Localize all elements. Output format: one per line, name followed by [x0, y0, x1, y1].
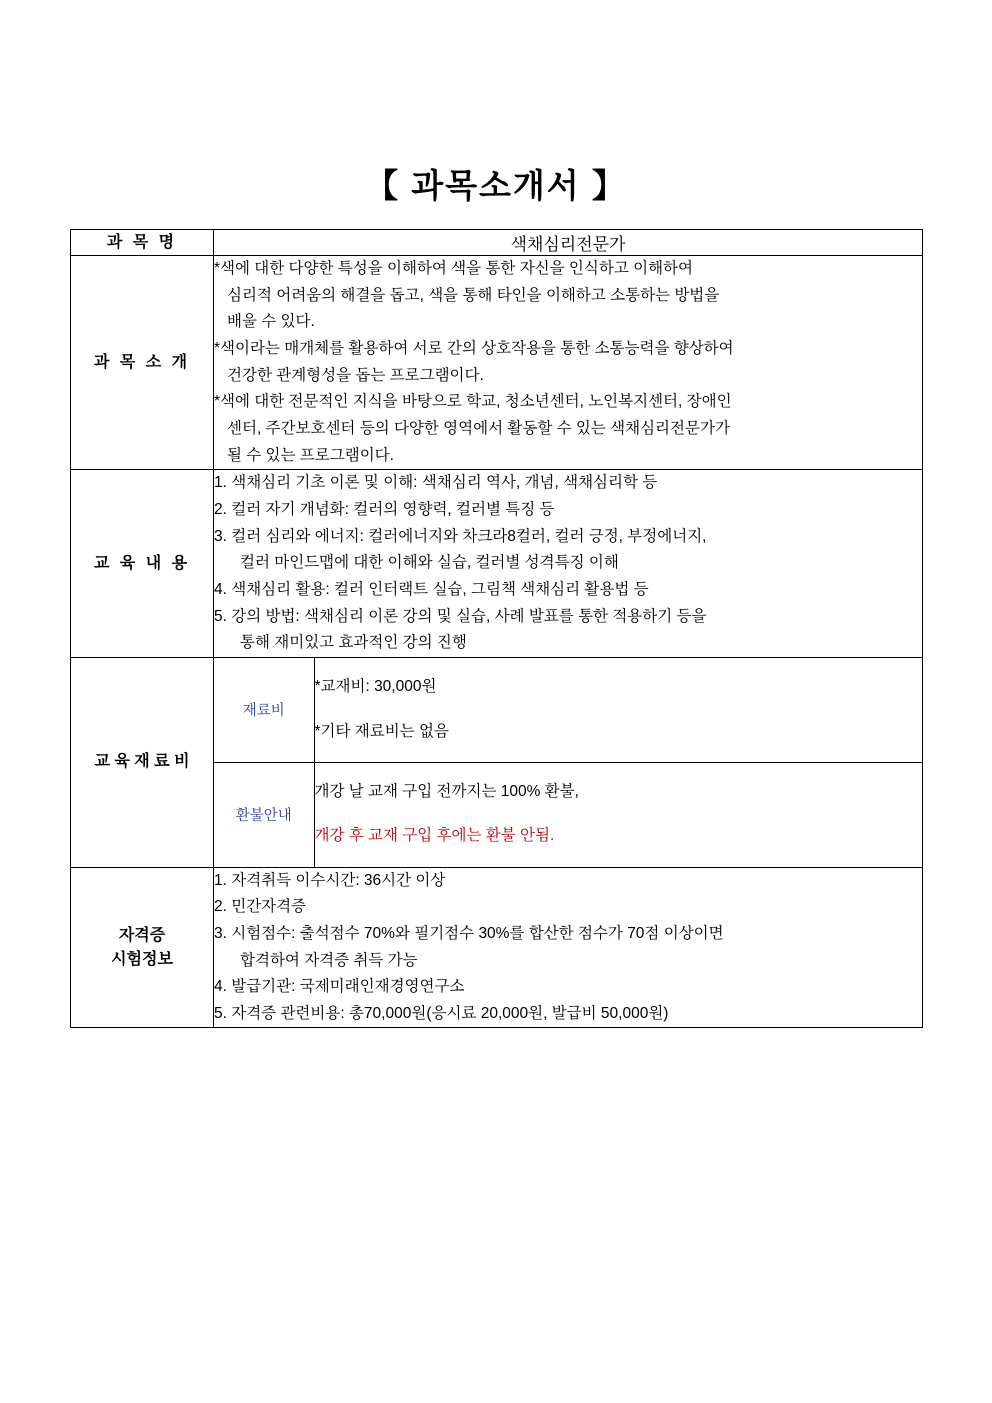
row-value-education-content: [214, 470, 923, 658]
intro-line-8: 될 수 있는 프로그램이다.: [227, 446, 394, 464]
table-row-material-fee: [71, 657, 923, 867]
material-cost-line-2: *기타 재료비는 없음: [314, 722, 449, 740]
certificate-line-5: 4. 발급기관: 국제미래인재경영연구소: [214, 978, 465, 996]
education-line-2: 2. 컬러 자기 개념화: 컬러의 영향력, 컬러별 특징 등: [214, 500, 555, 518]
material-cost-line-1: *교재비: 30,000원: [314, 678, 437, 696]
refund-info-row: [214, 762, 922, 866]
certificate-label-line-2: 시험정보: [111, 950, 173, 968]
intro-line-1: *색에 대한 다양한 특성을 이해하여 색을 통한 자신을 인식하고 이해하여: [214, 260, 694, 277]
subject-intro-table: [70, 229, 923, 1028]
certificate-line-6: 5. 자격증 관련비용: 총70,000원(응시료 20,000원, 발급비 50,000원): [214, 1004, 669, 1022]
row-label-education-content: 교 육 내 용: [71, 470, 214, 658]
intro-line-7: 센터, 주간보호센터 등의 다양한 영역에서 활동할 수 있는 색채심리전문가가: [227, 419, 730, 437]
material-fee-row: [214, 658, 922, 762]
education-line-1: 1. 색채심리 기초 이론 및 이해: 색채심리 역사, 개념, 색채심리학 등: [214, 474, 658, 492]
row-label-material-fee: 교 육 재 료 비: [71, 657, 214, 867]
sub-label-refund-info: 환불안내: [214, 762, 314, 866]
table-row-certificate-info: [71, 867, 923, 1028]
certificate-line-4: 합격하여 자격증 취득 가능: [240, 951, 418, 969]
row-value-certificate-info: [214, 867, 923, 1028]
certificate-line-1: 1. 자격취득 이수시간: 36시간 이상: [214, 871, 446, 889]
row-value-subject-name: 색채심리전문가: [214, 230, 923, 256]
row-label-subject-intro: 과 목 소 개: [71, 256, 214, 470]
education-line-6: 5. 강의 방법: 색채심리 이론 강의 및 실습, 사례 발표를 통한 적용하기 등을: [214, 607, 707, 625]
intro-line-5: 건강한 관계형성을 돕는 프로그램이다.: [227, 366, 484, 384]
material-cost-details: [314, 658, 922, 762]
table-row-subject-intro: [71, 256, 923, 470]
row-value-material-fee: [214, 657, 923, 867]
certificate-label-line-1: 자격증: [118, 926, 166, 944]
intro-line-3: 배울 수 있다.: [227, 313, 315, 331]
certificate-line-3: 3. 시험점수: 출석점수 70%와 필기점수 30%를 합산한 점수가 70점 이상이면: [214, 924, 724, 942]
refund-line-2: 개강 후 교재 구입 후에는 환불 안됨.: [314, 827, 555, 845]
intro-line-6: *색에 대한 전문적인 지식을 바탕으로 학교, 청소년센터, 노인복지센터, 장애인: [214, 393, 732, 411]
education-line-3: 3. 컬러 심리와 에너지: 컬러에너지와 차크라8컬러, 컬러 긍정, 부정에너지,: [214, 527, 707, 545]
education-line-7: 통해 재미있고 효과적인 강의 진행: [240, 634, 467, 652]
refund-info-details: [314, 762, 922, 866]
refund-line-1: 개강 날 교재 구입 전까지는 100% 환불,: [314, 783, 579, 801]
material-fee-inner-table: [214, 658, 922, 867]
intro-line-4: *색이라는 매개체를 활용하여 서로 간의 상호작용을 통한 소통능력을 향상하여: [214, 339, 734, 357]
table-row-education-content: [71, 470, 923, 658]
intro-line-2: 심리적 어려움의 해결을 돕고, 색을 통해 타인을 이해하고 소통하는 방법을: [227, 286, 720, 304]
row-value-subject-intro: [214, 256, 923, 470]
education-line-4: 컬러 마인드맵에 대한 이해와 실습, 컬러별 성격특징 이해: [240, 554, 619, 572]
row-label-subject-name: 과 목 명: [71, 230, 214, 256]
certificate-line-2: 2. 민간자격증: [214, 898, 307, 916]
education-line-5: 4. 색채심리 활용: 컬러 인터랙트 실습, 그림책 색채심리 활용법 등: [214, 580, 649, 598]
page-title: 【 과목소개서 】: [365, 167, 627, 204]
row-label-certificate-info: [71, 867, 214, 1028]
sub-label-material-cost: 재료비: [214, 658, 314, 762]
table-row-subject-name: [71, 230, 923, 256]
